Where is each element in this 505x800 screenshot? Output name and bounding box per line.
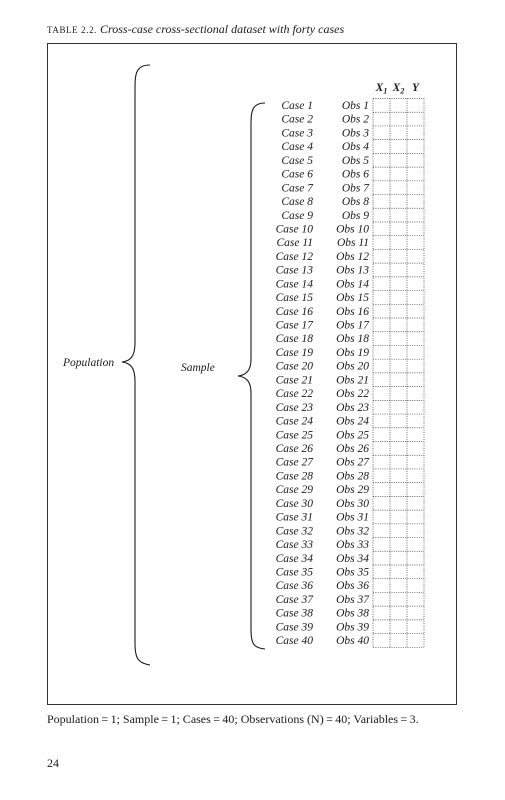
case-label: Case 16 xyxy=(275,305,313,318)
observation-label: Obs 30 xyxy=(336,497,369,510)
case-label: Case 37 xyxy=(275,593,313,606)
variable-header: $X_1$ xyxy=(375,82,388,96)
case-label: Case 22 xyxy=(275,388,313,401)
observation-label: Obs 33 xyxy=(336,539,369,552)
case-label: Case 25 xyxy=(275,429,313,442)
case-label: Case 27 xyxy=(275,456,313,469)
case-label: Case 34 xyxy=(275,552,313,565)
observation-label: Obs 31 xyxy=(336,511,369,524)
observation-label: Obs 32 xyxy=(336,525,369,538)
case-label: Case 5 xyxy=(281,154,313,167)
case-label: Case 6 xyxy=(281,168,313,181)
observation-label: Obs 19 xyxy=(336,346,369,359)
table-caption xyxy=(47,22,344,37)
observation-label: Obs 39 xyxy=(336,621,369,634)
observation-label: Obs 13 xyxy=(336,264,369,277)
case-label: Case 17 xyxy=(275,319,313,332)
case-label: Case 19 xyxy=(275,346,313,359)
case-label: Case 20 xyxy=(275,360,313,373)
case-label: Case 28 xyxy=(275,470,313,483)
case-label: Case 11 xyxy=(276,237,313,250)
observation-label: Obs 11 xyxy=(336,237,369,250)
observation-label: Obs 14 xyxy=(336,278,369,291)
case-label: Case 33 xyxy=(275,539,313,552)
observation-label: Obs 17 xyxy=(336,319,369,332)
observation-label: Obs 37 xyxy=(336,593,369,606)
case-label: Case 9 xyxy=(281,209,313,222)
observation-label: Obs 9 xyxy=(341,209,369,222)
observation-label: Obs 27 xyxy=(336,456,369,469)
observation-label: Obs 5 xyxy=(341,154,369,167)
observation-label: Obs 3 xyxy=(341,127,369,140)
observation-label: Obs 35 xyxy=(336,566,369,579)
data-grid xyxy=(373,99,424,648)
observation-label: Obs 23 xyxy=(336,401,369,414)
case-label: Case 3 xyxy=(281,127,313,140)
observation-label: Obs 28 xyxy=(336,470,369,483)
sample-label: Sample xyxy=(181,362,215,374)
observation-label: Obs 18 xyxy=(336,333,369,346)
case-label: Case 31 xyxy=(275,511,313,524)
observation-label: Obs 2 xyxy=(341,113,369,126)
case-label: Case 26 xyxy=(275,443,313,455)
case-label: Case 7 xyxy=(281,182,313,195)
case-label: Case 32 xyxy=(275,525,313,538)
case-label: Case 29 xyxy=(275,484,313,497)
variable-headers xyxy=(375,82,420,96)
observation-label: Obs 16 xyxy=(336,305,369,318)
case-label: Case 2 xyxy=(281,113,313,126)
case-label: Case 23 xyxy=(275,401,313,414)
case-label: Case 35 xyxy=(275,566,313,579)
table-label: TABLE 2.2. xyxy=(47,25,98,35)
observation-label: Obs 10 xyxy=(336,223,369,236)
table-footnote: Population = 1; Sample = 1; Cases = 40; Observations (N) = 40; Variables = 3. xyxy=(47,712,419,726)
page-number: 24 xyxy=(47,756,59,770)
case-label: Case 18 xyxy=(275,333,313,346)
observation-label: Obs 12 xyxy=(336,250,369,263)
observation-label: Obs 8 xyxy=(341,196,369,209)
observation-label: Obs 4 xyxy=(341,141,369,154)
case-label: Case 24 xyxy=(275,415,313,428)
case-label: Case 39 xyxy=(275,621,313,634)
observation-label: Obs 21 xyxy=(336,374,369,387)
case-label: Case 8 xyxy=(281,196,313,209)
observation-label: Obs 25 xyxy=(336,429,369,442)
observation-label: Obs 24 xyxy=(336,415,369,428)
population-brace xyxy=(122,65,150,665)
case-label: Case 21 xyxy=(275,374,313,387)
observation-label: Obs 38 xyxy=(336,607,369,620)
observation-label: Obs 7 xyxy=(341,182,369,195)
observation-column xyxy=(336,100,370,647)
variable-header: $X_2$ xyxy=(392,82,405,96)
population-label: Population xyxy=(63,357,115,369)
observation-label: Obs 22 xyxy=(336,388,369,401)
observation-label: Obs 29 xyxy=(336,484,369,497)
case-label: Case 14 xyxy=(275,278,313,291)
case-label: Case 13 xyxy=(275,264,313,277)
case-label: Case 36 xyxy=(275,580,313,593)
observation-label: Obs 36 xyxy=(336,580,369,593)
observation-label: Obs 40 xyxy=(336,635,369,648)
observation-label: Obs 1 xyxy=(341,100,369,112)
case-label: Case 4 xyxy=(281,141,313,154)
case-column xyxy=(276,100,315,647)
observation-label: Obs 26 xyxy=(336,443,369,455)
case-label: Case 30 xyxy=(275,497,313,510)
case-label: Case 12 xyxy=(275,250,313,263)
case-label: Case 1 xyxy=(281,100,313,112)
variable-header: Y xyxy=(411,82,420,94)
observation-label: Obs 20 xyxy=(336,360,369,373)
observation-label: Obs 15 xyxy=(336,292,369,305)
case-label: Case 15 xyxy=(275,292,313,305)
observation-label: Obs 6 xyxy=(341,168,369,181)
case-label: Case 10 xyxy=(275,223,313,236)
observation-label: Obs 34 xyxy=(336,552,369,565)
dataset-diagram xyxy=(47,43,457,705)
table-title: Cross-case cross-sectional dataset with forty cases xyxy=(100,22,345,36)
sample-brace xyxy=(238,103,265,649)
case-label: Case 38 xyxy=(275,607,313,620)
case-label: Case 40 xyxy=(275,635,313,648)
